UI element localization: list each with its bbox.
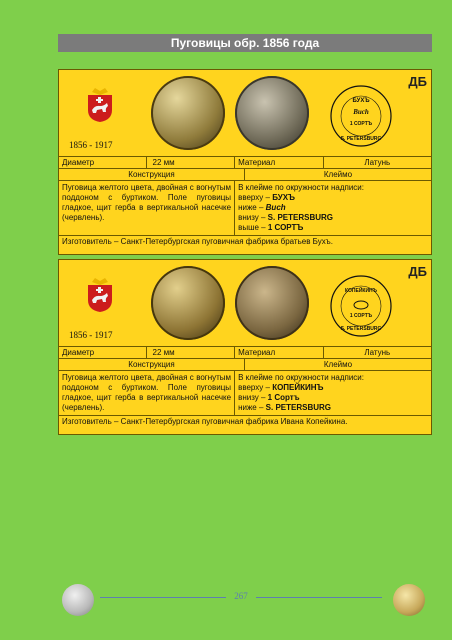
badge-label: ДБ — [408, 74, 427, 89]
stamp-ring-text: S. PETERSBURG — [340, 136, 382, 142]
mark-line: ниже – — [238, 403, 266, 412]
mark-line: внизу – — [238, 213, 268, 222]
specs-row — [59, 347, 431, 359]
mark-line-value: 1 Сортъ — [267, 393, 300, 402]
diameter-value: 22 мм — [147, 157, 236, 168]
stamp-mark-icon — [329, 274, 393, 338]
stamp-top-text: КОПЕЙКИНЪ — [344, 288, 378, 294]
button-card-1 — [58, 69, 432, 255]
mark-line-value: КОПЕЙКИНЪ — [272, 383, 324, 392]
button-card-2 — [58, 259, 432, 435]
construction-text: Пуговица желтого цвета, двойная с вогнутым поддоном с буртиком. Поле пуговицы гладкое, щит герба в вертикальной насечке (червлень). — [59, 371, 235, 415]
stamp-ring-text: S. PETERSBURG — [340, 326, 382, 332]
mark-heading: Клеймо — [323, 360, 353, 369]
stamp-bottom-text: 1 СОРТЪ — [349, 121, 373, 127]
mark-line: вверху – — [238, 193, 273, 202]
construction-heading: Конструкция — [59, 359, 245, 370]
button-front-image — [151, 266, 225, 340]
construction-text: Пуговица желтого цвета, двойная с вогнутым поддоном с буртиком. Поле пуговицы гладкое, щит герба в вертикальной насечке (червлень). — [59, 181, 235, 235]
diameter-label: Диаметр — [59, 157, 147, 168]
material-value: Латунь — [364, 348, 391, 357]
mark-line-value: S. PETERSBURG — [267, 213, 334, 222]
years-label: 1856 - 1917 — [69, 140, 113, 150]
stamp-middle-text: Buch — [353, 108, 369, 116]
mark-line: выше – — [238, 223, 268, 232]
coat-of-arms-icon — [87, 278, 113, 312]
mark-line: В клейме по окружности надписи: — [238, 373, 364, 382]
badge-label: ДБ — [408, 264, 427, 279]
mark-line: ниже – — [238, 203, 266, 212]
image-zone — [59, 260, 431, 347]
page-number: 267 — [234, 591, 248, 601]
stamp-mark-icon — [329, 84, 393, 148]
mark-line-value: 1 СОРТЪ — [267, 223, 304, 232]
mark-line: внизу – — [238, 393, 268, 402]
section-heading-row — [59, 359, 431, 371]
mark-line-value: БУХЪ — [272, 193, 296, 202]
section-heading-row — [59, 169, 431, 181]
button-back-image — [235, 266, 309, 340]
mark-line-value: S. PETERSBURG — [265, 403, 331, 412]
material-value: Латунь — [364, 158, 391, 167]
description-row — [59, 371, 431, 416]
page-title: Пуговицы обр. 1856 года — [58, 34, 432, 52]
mark-line: вверху – — [238, 383, 273, 392]
mark-text — [235, 371, 431, 415]
material-label: Материал — [235, 347, 324, 358]
years-label: 1856 - 1917 — [69, 330, 113, 340]
diameter-value: 22 мм — [147, 347, 236, 358]
mark-line-value: Buch — [265, 203, 286, 212]
mark-heading: Клеймо — [323, 170, 353, 179]
mark-line: В клейме по окружности надписи: — [238, 183, 364, 192]
stamp-bottom-text: 1 СОРТЪ — [349, 313, 373, 319]
mark-text — [235, 181, 431, 235]
maker-text: Изготовитель – Санкт-Петербургская пуговичная фабрика братьев Бухъ. — [62, 237, 333, 246]
coat-of-arms-icon — [87, 88, 113, 122]
footer-divider-left — [100, 597, 226, 598]
material-label: Материал — [235, 157, 324, 168]
construction-heading: Конструкция — [59, 169, 245, 180]
eagle-coin-icon — [62, 584, 94, 616]
diameter-label: Диаметр — [59, 347, 147, 358]
stamp-top-text: БУХЪ — [352, 98, 370, 104]
maker-text: Изготовитель – Санкт-Петербургская пуговичная фабрика Ивана Копейкина. — [62, 417, 348, 426]
description-row — [59, 181, 431, 236]
button-back-image — [235, 76, 309, 150]
specs-row — [59, 157, 431, 169]
footer-divider-right — [256, 597, 382, 598]
monogram-coin-icon — [393, 584, 425, 616]
image-zone — [59, 70, 431, 157]
button-front-image — [151, 76, 225, 150]
